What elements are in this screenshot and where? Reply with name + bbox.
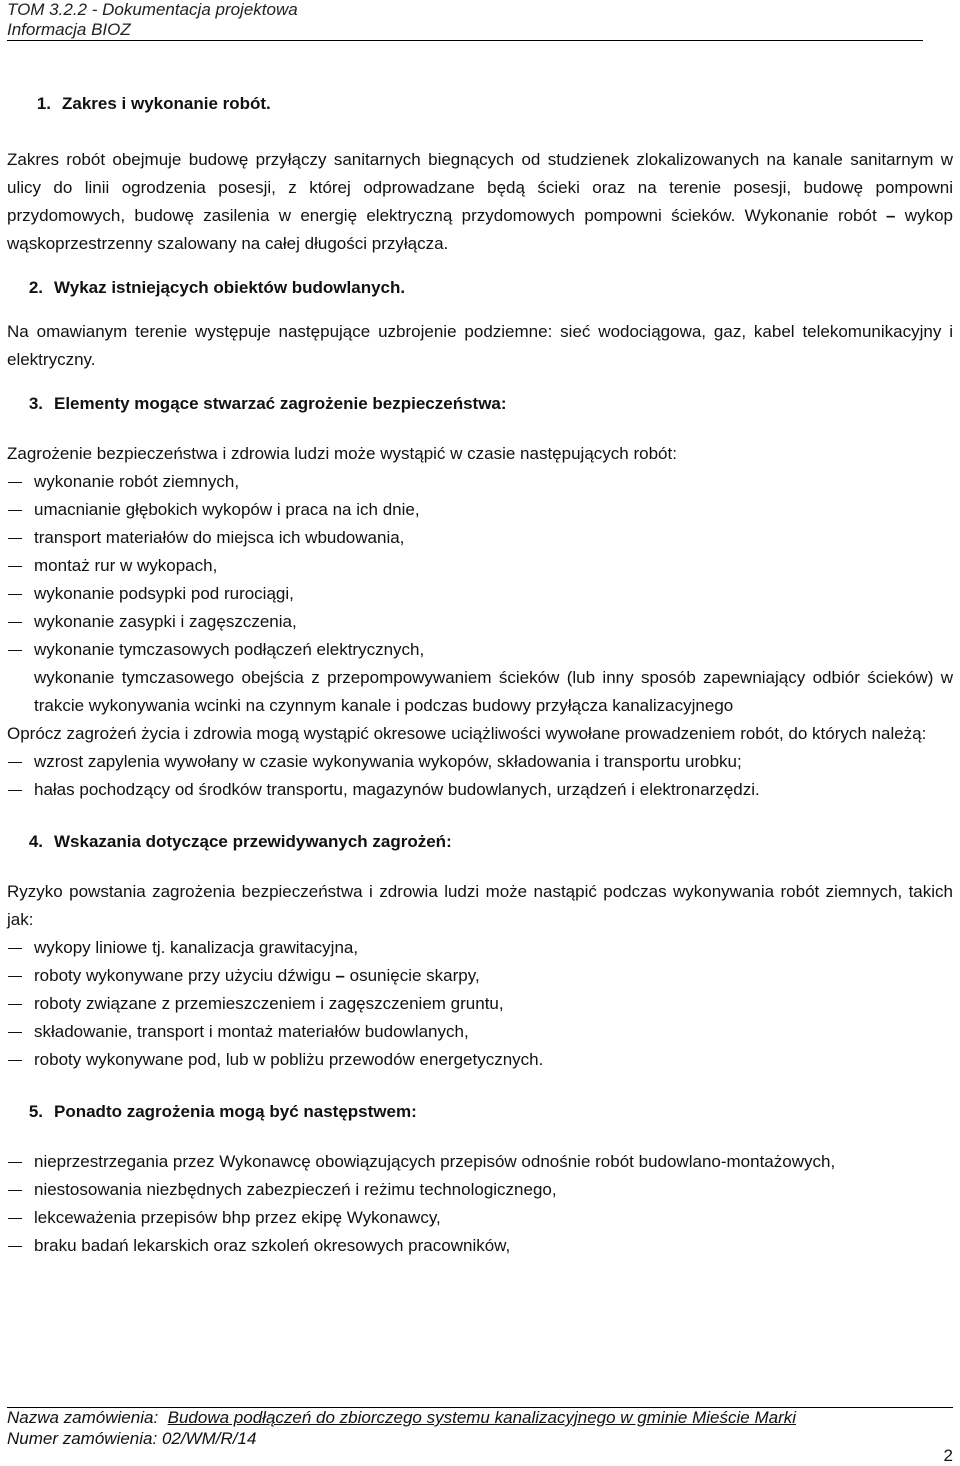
list-item: umacnianie głębokich wykopów i praca na ich dnie, <box>7 496 953 524</box>
section-2-title: Wykaz istniejących obiektów budowlanych. <box>54 278 406 297</box>
order-number-label: Numer zamówienia: <box>7 1429 158 1448</box>
list-item: roboty związane z przemieszczeniem i zagęszczeniem gruntu, <box>7 990 953 1018</box>
list-item-text-b: osunięcie skarpy, <box>344 966 480 985</box>
list-item: montaż rur w wykopach, <box>7 552 953 580</box>
list-item: niestosowania niezbędnych zabezpieczeń i reżimu technologicznego, <box>7 1176 953 1204</box>
section-1-paragraph <box>7 146 953 258</box>
section-5-number: 5. <box>28 1102 43 1121</box>
section-3-number: 3. <box>28 394 43 413</box>
list-item: braku badań lekarskich oraz szkoleń okresowych pracowników, <box>7 1232 953 1260</box>
list-item: wykopy liniowe tj. kanalizacja grawitacyjna, <box>7 934 953 962</box>
section-4-title: Wskazania dotyczące przewidywanych zagrożeń: <box>54 832 452 851</box>
section-4-intro: Ryzyko powstania zagrożenia bezpieczeństwa i zdrowia ludzi może nastąpić podczas wykonywania robót ziemnych, takich jak: <box>7 882 953 929</box>
section-5-title: Ponadto zagrożenia mogą być następstwem: <box>54 1102 417 1121</box>
footer-order-number <box>7 1428 953 1449</box>
header-document-title: Informacja BIOZ <box>7 20 131 39</box>
header-divider <box>7 40 923 41</box>
list-item: wykonanie tymczasowych podłączeń elektrycznych, <box>7 636 953 664</box>
list-item: wykonanie zasypki i zagęszczenia, <box>7 608 953 636</box>
list-item-dash: – <box>335 966 345 985</box>
section-3-nuisances-intro: Oprócz zagrożeń życia i zdrowia mogą wystąpić okresowe uciążliwości wywołane prowadzeniem robót, do których należą: <box>7 724 927 743</box>
section-1-dash: – <box>886 206 896 225</box>
section-3-intro: Zagrożenie bezpieczeństwa i zdrowia ludzi może wystąpić w czasie następujących robót: <box>7 444 677 463</box>
list-item: wzrost zapylenia wywołany w czasie wykonywania wykopów, składowania i transportu urobku; <box>7 748 953 776</box>
section-2-heading <box>7 274 953 302</box>
order-name-label: Nazwa zamówienia: <box>7 1408 159 1427</box>
list-item-continuation: wykonanie tymczasowego obejścia z przepompowywaniem ścieków (lub inny sposób zapewniający odbiór ścieków) w trakcie wykonywania wcinki na czynnym kanale i podczas budowy przyłącza kanalizacyjnego <box>34 668 953 715</box>
section-5-list <box>7 1148 953 1260</box>
section-1-heading <box>7 90 953 118</box>
section-4-number: 4. <box>28 832 43 851</box>
section-3-heading <box>7 390 953 418</box>
order-name-value: Budowa podłączeń do zbiorczego systemu kanalizacyjnego w gminie Mieście Marki <box>167 1408 797 1427</box>
footer-order-name <box>7 1407 953 1428</box>
list-item: roboty wykonywane pod, lub w pobliżu przewodów energetycznych. <box>7 1046 953 1074</box>
page-header <box>7 0 923 40</box>
page-footer <box>7 1407 953 1449</box>
list-item-text-a: roboty wykonywane przy użyciu dźwigu <box>34 966 336 985</box>
document-body <box>7 90 953 1260</box>
list-item: wykonanie podsypki pod rurociągi, <box>7 580 953 608</box>
section-3-nuisances-list <box>7 748 953 804</box>
section-2-paragraph: Na omawianym terenie występuje następujące uzbrojenie podziemne: sieć wodociągowa, gaz, kabel telekomunikacyjny i elektryczny. <box>7 322 953 369</box>
section-1-text-a: Zakres robót obejmuje budowę przyłączy sanitarnych biegnących od studzienek zlokalizowanych na kanale sanitarnym w ulicy do linii ogrodzenia posesji, z której odprowadzane będą ścieki oraz na terenie posesji, budowę pompowni przydomowych, budowę zasilenia w energię elektryczną przydomowych pompowni ścieków. Wykonanie robót <box>7 150 953 225</box>
section-4-heading <box>7 828 953 856</box>
section-1-text-b: wykop wąskoprzestrzenny szalowany na całej długości przyłącza. <box>7 206 953 253</box>
section-5-heading <box>7 1098 953 1126</box>
list-item: transport materiałów do miejsca ich wbudowania, <box>7 524 953 552</box>
list-item <box>7 962 953 990</box>
header-volume: TOM 3.2.2 - Dokumentacja projektowa <box>7 0 298 19</box>
list-item: lekceważenia przepisów bhp przez ekipę Wykonawcy, <box>7 1204 953 1232</box>
list-item: hałas pochodzący od środków transportu, magazynów budowlanych, urządzeń i elektronarzędzi. <box>7 776 953 804</box>
section-3-title: Elementy mogące stwarzać zagrożenie bezpieczeństwa: <box>54 394 507 413</box>
section-1-number: 1. <box>36 94 51 113</box>
page-number: 2 <box>943 1446 953 1465</box>
list-item: wykonanie robót ziemnych, <box>7 468 953 496</box>
section-3-list <box>7 468 953 720</box>
section-4-list <box>7 934 953 1074</box>
list-item: nieprzestrzegania przez Wykonawcę obowiązujących przepisów odnośnie robót budowlano-montażowych, <box>7 1148 953 1176</box>
section-1-title: Zakres i wykonanie robót. <box>62 94 271 113</box>
list-item: składowanie, transport i montaż materiałów budowlanych, <box>7 1018 953 1046</box>
section-2-number: 2. <box>28 278 43 297</box>
order-number-value: 02/WM/R/14 <box>161 1429 257 1448</box>
